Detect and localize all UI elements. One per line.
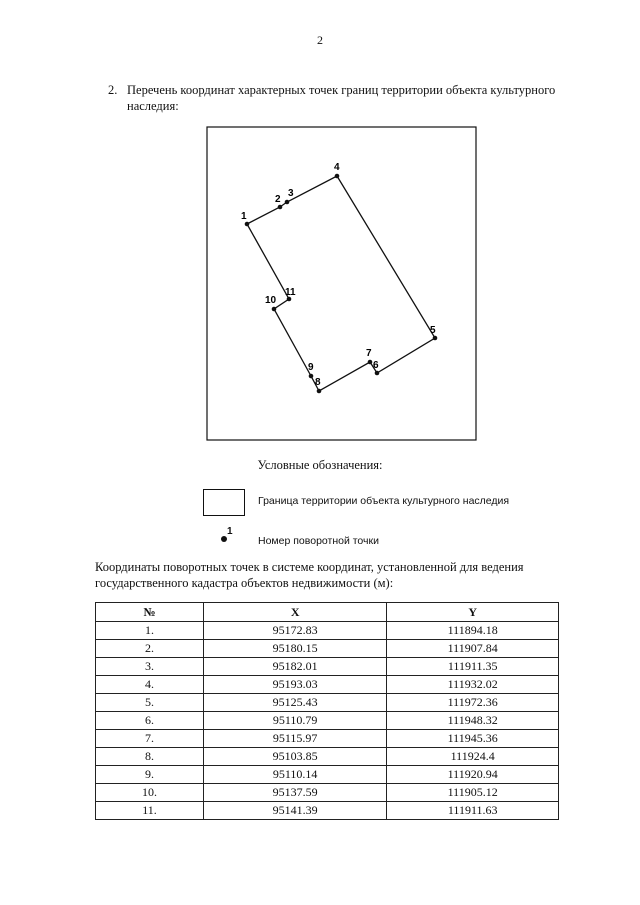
- table-row: [96, 640, 559, 658]
- section-title: Перечень координат характерных точек границ территории объекта культурного наследия:: [127, 83, 556, 113]
- vertex-label: 4: [334, 162, 340, 173]
- table-row: [96, 676, 559, 694]
- boundary-vertex: [278, 205, 283, 210]
- header-x: X: [203, 603, 386, 622]
- cell-y: 111905.12: [387, 784, 559, 802]
- legend-point-label: Номер поворотной точки: [258, 535, 379, 547]
- section-number: 2.: [108, 83, 118, 97]
- cell-x: 95193.03: [203, 676, 386, 694]
- legend-boundary-symbol: [203, 489, 245, 516]
- cell-y: 111932.02: [387, 676, 559, 694]
- vertex-label: 5: [430, 325, 436, 336]
- vertex-label: 1: [241, 211, 247, 222]
- header-number: №: [96, 603, 204, 622]
- vertex-label: 2: [275, 194, 281, 205]
- cell-x: 95141.39: [203, 802, 386, 820]
- boundary-vertex: [272, 307, 277, 312]
- table-row: [96, 784, 559, 802]
- cell-y: 111907.84: [387, 640, 559, 658]
- boundary-polygon: [247, 176, 435, 391]
- boundary-vertex: [375, 371, 380, 376]
- vertex-label: 10: [265, 295, 277, 306]
- cell-y: 111945.36: [387, 730, 559, 748]
- cell-x: 95103.85: [203, 748, 386, 766]
- cell-y: 111948.32: [387, 712, 559, 730]
- boundary-vertex: [245, 222, 250, 227]
- cell-y: 111972.36: [387, 694, 559, 712]
- coordinates-table-body: [96, 622, 559, 820]
- cell-x: 95182.01: [203, 658, 386, 676]
- cell-x: 95115.97: [203, 730, 386, 748]
- cell-y: 111924.4: [387, 748, 559, 766]
- table-row: [96, 622, 559, 640]
- legend-boundary-label: Граница территории объекта культурного наследия: [258, 495, 510, 507]
- cell-number: 1.: [96, 622, 204, 640]
- boundary-points: [241, 162, 437, 393]
- table-row: [96, 730, 559, 748]
- coordinates-caption: Координаты поворотных точек в системе координат, установленной для ведения государственного кадастра объектов недвижимости (м):: [95, 560, 524, 590]
- cell-number: 4.: [96, 676, 204, 694]
- cell-number: 7.: [96, 730, 204, 748]
- vertex-label: 8: [315, 377, 321, 388]
- cell-number: 9.: [96, 766, 204, 784]
- table-row: [96, 712, 559, 730]
- cell-x: 95110.79: [203, 712, 386, 730]
- cell-x: 95110.14: [203, 766, 386, 784]
- cell-x: 95172.83: [203, 622, 386, 640]
- boundary-vertex: [285, 200, 290, 205]
- map-frame: [207, 127, 476, 440]
- vertex-label: 7: [366, 348, 372, 359]
- table-header-row: [96, 603, 559, 622]
- cell-x: 95125.43: [203, 694, 386, 712]
- table-row: [96, 766, 559, 784]
- cell-y: 111894.18: [387, 622, 559, 640]
- boundary-vertex: [433, 336, 438, 341]
- cell-number: 6.: [96, 712, 204, 730]
- vertex-label: 6: [373, 360, 379, 371]
- vertex-label: 11: [285, 287, 296, 298]
- cell-number: 3.: [96, 658, 204, 676]
- table-row: [96, 802, 559, 820]
- boundary-vertex: [317, 389, 322, 394]
- vertex-label: 3: [288, 188, 294, 199]
- page-number: 2: [317, 33, 323, 47]
- table-row: [96, 694, 559, 712]
- vertex-label: 9: [308, 362, 314, 373]
- cell-x: 95137.59: [203, 784, 386, 802]
- cell-y: 111911.63: [387, 802, 559, 820]
- header-y: Y: [387, 603, 559, 622]
- boundary-vertex: [309, 374, 314, 379]
- cell-number: 10.: [96, 784, 204, 802]
- legend-point-number: 1: [227, 526, 233, 537]
- cell-number: 11.: [96, 802, 204, 820]
- table-row: [96, 748, 559, 766]
- coordinates-table: [95, 602, 559, 820]
- table-row: [96, 658, 559, 676]
- boundary-vertex: [368, 360, 373, 365]
- boundary-vertex: [335, 174, 340, 179]
- cell-number: 2.: [96, 640, 204, 658]
- cell-y: 111920.94: [387, 766, 559, 784]
- cell-number: 5.: [96, 694, 204, 712]
- cell-number: 8.: [96, 748, 204, 766]
- legend-title: Условные обозначения:: [257, 458, 383, 472]
- cell-y: 111911.35: [387, 658, 559, 676]
- cell-x: 95180.15: [203, 640, 386, 658]
